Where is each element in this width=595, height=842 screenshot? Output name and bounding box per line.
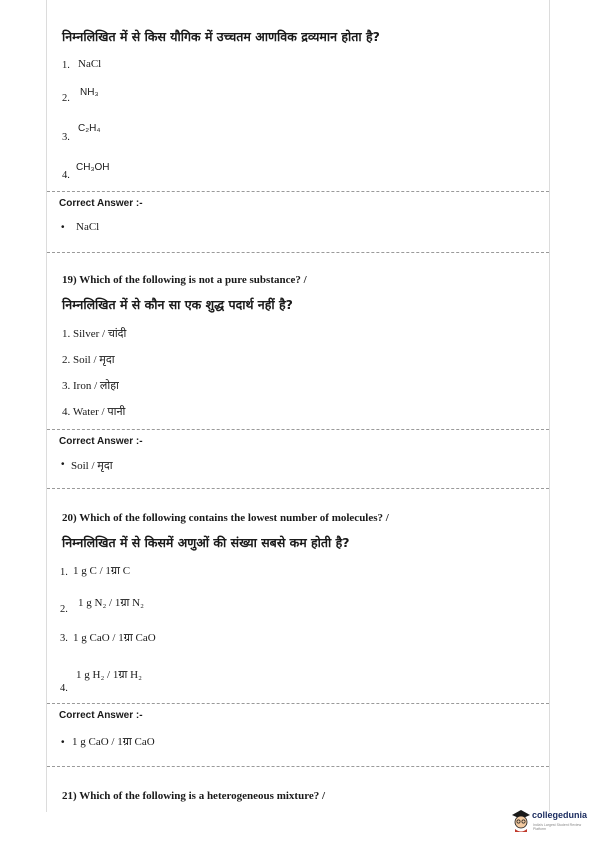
separator-line	[47, 429, 549, 430]
separator-line	[47, 703, 549, 704]
q18-option-3-text: C₂H₄	[78, 123, 101, 134]
page-frame-left	[46, 0, 47, 812]
q19-correct-answer-label: Correct Answer :-	[59, 436, 143, 447]
collegedunia-logo	[510, 806, 590, 836]
q21-question-english: 21) Which of the following is a heterogeneous mixture? /	[62, 790, 326, 802]
q20-option-3-text: 1 g CaO / 1ग्रा CaO	[73, 632, 156, 644]
q18-option-2-text: NH₃	[80, 87, 99, 98]
logo-tagline: India's Largest Student Review Platform	[533, 823, 582, 831]
q19-correct-answer: Soil / मृदा	[71, 459, 113, 472]
q18-correct-answer-label: Correct Answer :-	[59, 198, 143, 209]
q20-option-3-number: 3.	[60, 633, 68, 644]
q20-correct-answer: 1 g CaO / 1ग्रा CaO	[72, 736, 155, 748]
q18-option-3-number: 3.	[62, 132, 70, 143]
q20-option-2-number: 2.	[60, 604, 68, 615]
separator-line	[47, 191, 549, 192]
bullet-icon: •	[61, 222, 65, 233]
q19-question-hindi: निम्नलिखित में से कौन सा एक शुद्ध पदार्थ नहीं है?	[62, 297, 293, 312]
graduate-mascot-icon	[510, 808, 532, 832]
q20-question-hindi: निम्नलिखित में से किसमें अणुओं की संख्या सबसे कम होती है?	[62, 535, 350, 550]
logo-name: collegedunia	[532, 810, 588, 820]
q18-option-4-text: CH₃OH	[76, 162, 110, 173]
q19-question-english: 19) Which of the following is not a pure substance? /	[62, 274, 307, 286]
q20-option-1-number: 1.	[60, 567, 68, 578]
q18-option-1-text: NaCl	[78, 58, 102, 70]
q19-option-2: 2. Soil / मृदा	[62, 353, 115, 366]
q18-option-2-number: 2.	[62, 93, 70, 104]
q20-question-english: 20) Which of the following contains the lowest number of molecules? /	[62, 512, 389, 524]
q20-option-4-text: 1 g H₂ / 1ग्रा H₂	[76, 669, 142, 681]
q20-option-4-number: 4.	[60, 683, 68, 694]
q18-correct-answer: NaCl	[76, 221, 100, 233]
q19-option-3: 3. Iron / लोहा	[62, 379, 119, 392]
separator-line	[47, 488, 549, 489]
q20-option-2-text: 1 g N₂ / 1ग्रा N₂	[78, 597, 144, 609]
separator-line	[47, 252, 549, 253]
q19-option-4: 4. Water / पानी	[62, 405, 126, 418]
bullet-icon: •	[61, 737, 65, 748]
q20-correct-answer-label: Correct Answer :-	[59, 710, 143, 721]
q18-option-4-number: 4.	[62, 170, 70, 181]
q20-option-1-text: 1 g C / 1ग्रा C	[73, 565, 131, 577]
q18-question-hindi: निम्नलिखित में से किस यौगिक में उच्चतम आणविक द्रव्यमान होता है?	[62, 29, 380, 44]
q19-option-1: 1. Silver / चांदी	[62, 327, 127, 340]
page-frame-right	[549, 0, 550, 812]
q18-option-1-number: 1.	[62, 60, 70, 71]
separator-line	[47, 766, 549, 767]
bullet-icon: •	[61, 459, 65, 470]
